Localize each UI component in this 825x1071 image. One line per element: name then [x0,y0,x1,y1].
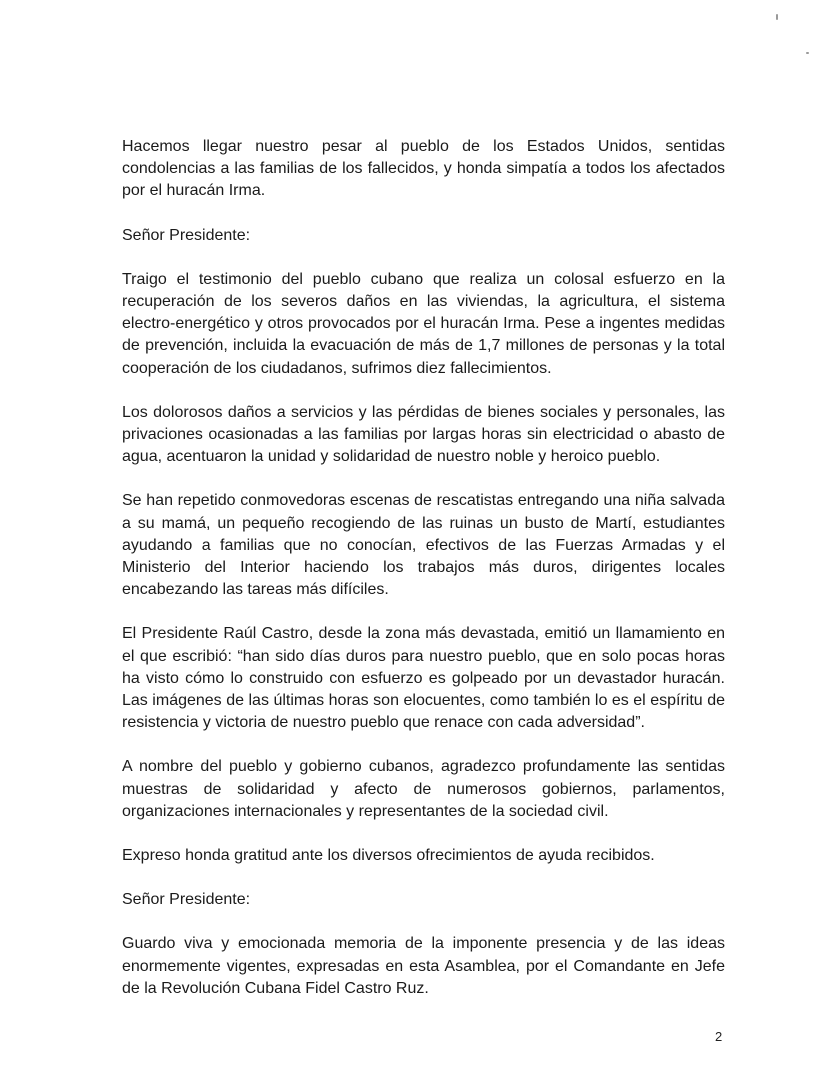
document-body [122,136,725,1022]
paragraph-damages: Los dolorosos daños a servicios y las pérdidas de bienes sociales y personales, las privaciones ocasionadas a las familias por largas horas sin electricidad o abasto de agua, acentuaron la unidad y solidaridad de nuestro noble y heroico pueblo. [122,403,725,466]
salutation-heading: Señor Presidente: [122,226,251,244]
paragraph-raul-castro: El Presidente Raúl Castro, desde la zona más devastada, emitió un llamamiento en el que escribió: “han sido días duros para nuestro pueblo, que en solo pocas horas ha visto cómo lo construido con esfuerzo es golpeado por un devastador huracán. Las imágenes de las últimas horas son elocuentes, como también lo es el espíritu de resistencia y victoria de nuestro pueblo que renace con cada adversidad”. [122,625,725,732]
paragraph-gratitude-aid: Expreso honda gratitud ante los diversos ofrecimientos de ayuda recibidos. [122,847,655,865]
paragraph-gratitude-solidarity: A nombre del pueblo y gobierno cubanos, agradezco profundamente las sentidas muestras de solidaridad y afecto de numerosos gobiernos, parlamentos, organizaciones internacionales y representantes de la sociedad civil. [122,758,725,820]
scan-speck [806,52,809,54]
page-number: 2 [715,1029,723,1044]
paragraph-testimony: Traigo el testimonio del pueblo cubano que realiza un colosal esfuerzo en la recuperación de los severos daños en las viviendas, la agricultura, el sistema electro-energético y otros provocados por el huracán Irma. Pese a ingentes medidas de prevención, incluida la evacuación de más de 1,7 millones de personas y la total cooperación de los ciudadanos, sufrimos diez fallecimientos. [122,270,725,377]
salutation-heading: Señor Presidente: [122,891,251,909]
paragraph-fidel-memory: Guardo viva y emocionada memoria de la imponente presencia y de las ideas enormemente vigentes, expresadas en esta Asamblea, por el Comandante en Jefe de la Revolución Cubana Fidel Castro Ruz. [122,935,725,997]
scan-speck [776,14,778,20]
paragraph-scenes: Se han repetido conmovedoras escenas de rescatistas entregando una niña salvada a su mamá, un pequeño recogiendo de las ruinas un busto de Martí, estudiantes ayudando a familias que no conocían, efectivos de las Fuerzas Armadas y el Ministerio del Interior haciendo los trabajos más duros, dirigentes locales encabezando las tareas más difíciles. [122,492,725,599]
paragraph-condolences: Hacemos llegar nuestro pesar al pueblo de los Estados Unidos, sentidas condolencias a las familias de los fallecidos, y honda simpatía a todos los afectados por el huracán Irma. [122,138,725,200]
